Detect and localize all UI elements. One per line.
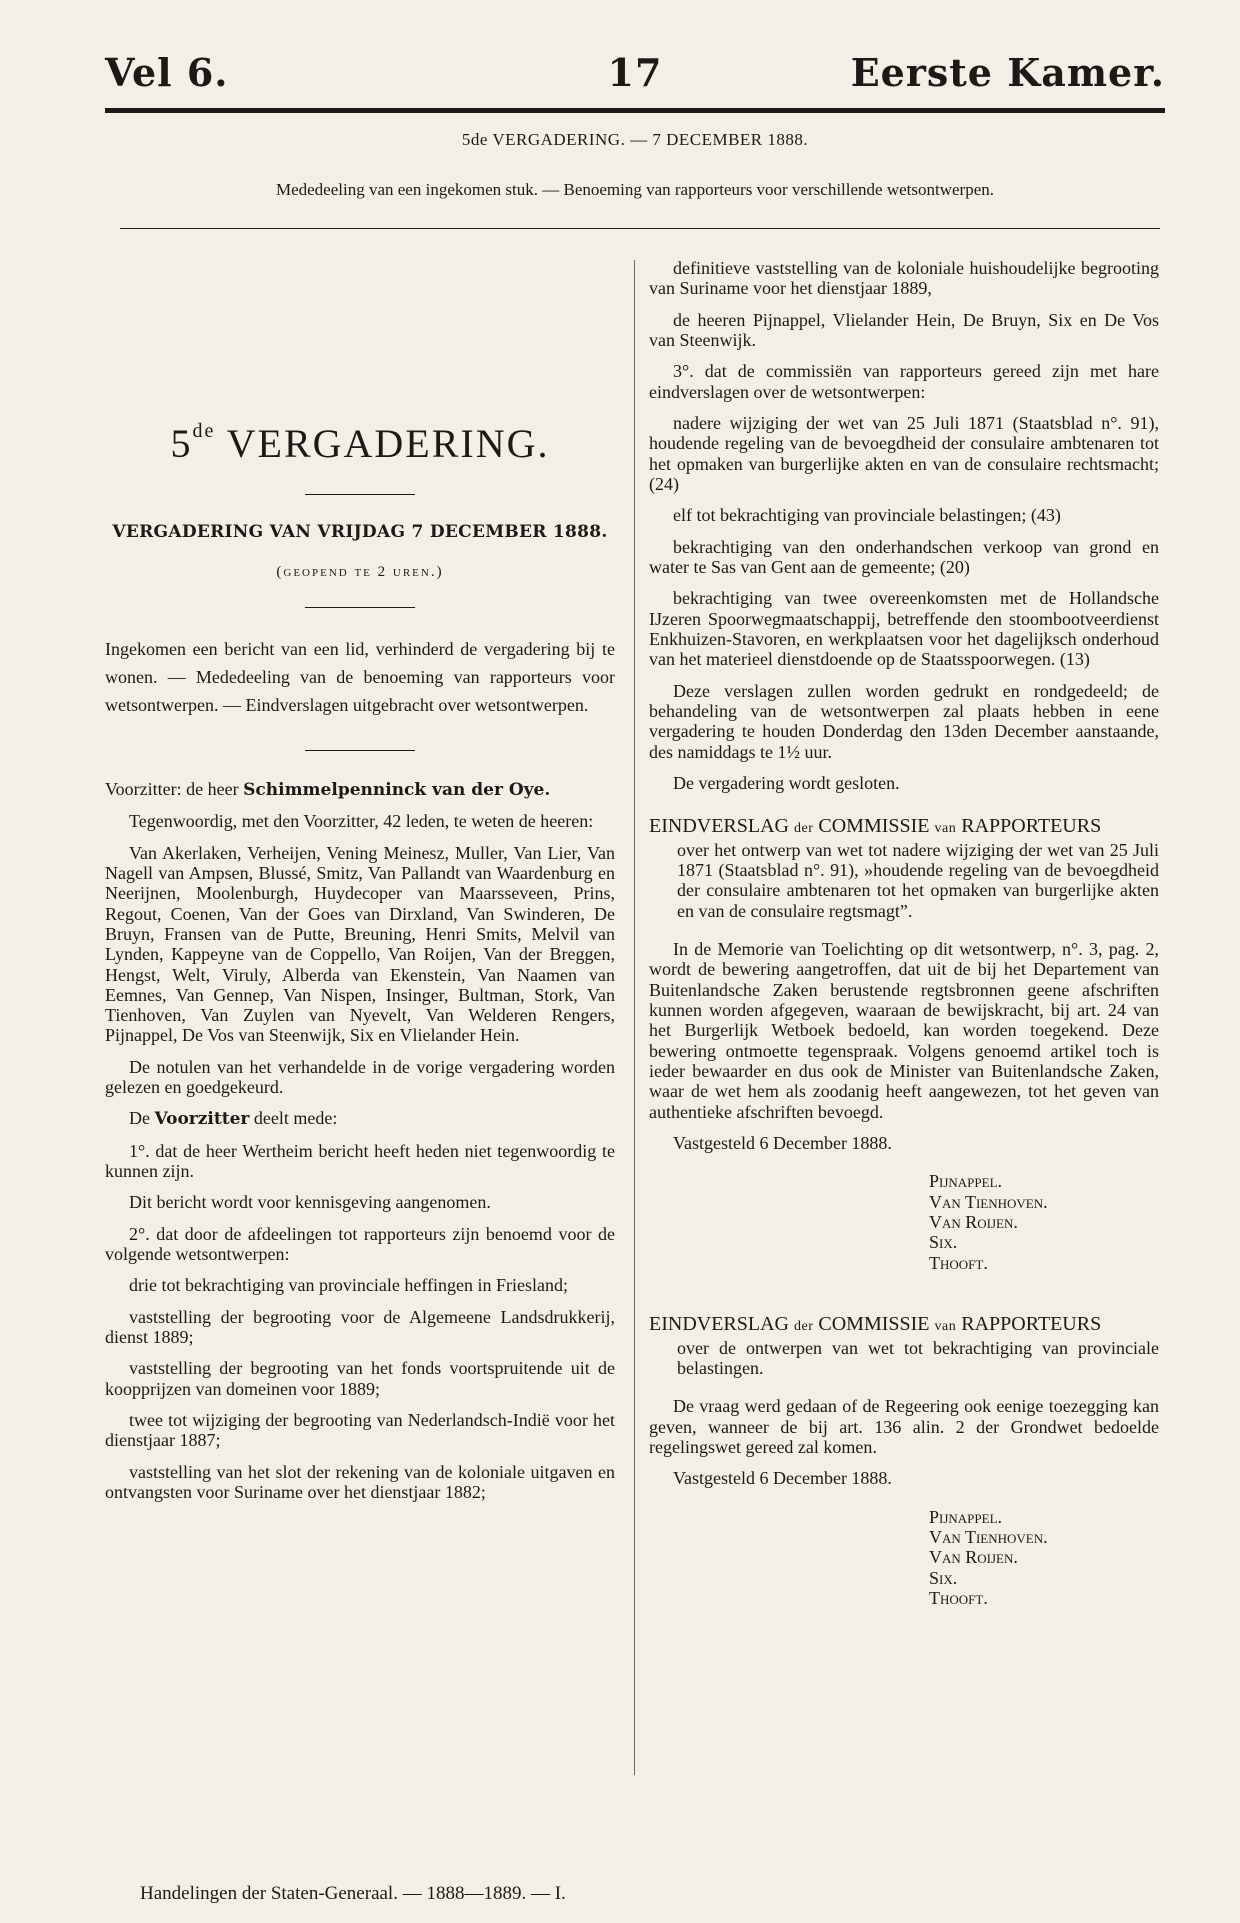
report-2-heading — [649, 1313, 1159, 1336]
page-number: 17 — [607, 50, 663, 95]
report-heading-word: COMMISSIE — [818, 1313, 930, 1336]
report-heading-word: EINDVERSLAG — [649, 815, 789, 838]
session-title-sup: de — [192, 420, 216, 442]
report-heading-word: van — [934, 1319, 957, 1335]
report-bill: bekrachtiging van den onderhandschen verkoop van grond en water te Sas van Gent aan de gemeente; (20) — [649, 536, 1159, 577]
report-heading-word: van — [934, 821, 957, 837]
bill-item: vaststelling der begrooting van het fonds voortspruitende uit de koopprijzen van domeinen voor 1889; — [105, 1358, 615, 1399]
rapporteur-names: de heeren Pijnappel, Vlielander Hein, De Bruyn, Six en De Vos van Steenwijk. — [649, 309, 1159, 350]
report-heading-word: EINDVERSLAG — [649, 1313, 789, 1336]
signatory: Van Roijen. — [929, 1547, 1018, 1568]
present-line: Tegenwoordig, met den Voorzitter, 42 leden, te weten de heeren: — [129, 811, 594, 832]
signatory: Six. — [929, 1232, 958, 1253]
chair-announces-name: Voorzitter — [154, 1109, 250, 1130]
signatory: Thooft. — [929, 1252, 988, 1273]
members-list: Van Akerlaken, Verheijen, Vening Meinesz, Muller, Van Lier, Van Nagell van Ampsen, Blussé, Smitz, Van Pallandt van Waardenburg en Neerijnen, Moolenburgh, Huydecoper van Maarsseveen, Prins, Regout, Coenen, Van der Goes van Dirxland, Van Swinderen, De Bruyn, Fransen van de Putte, Breuning, Henri Smits, Melvil van Lynden, Kappeyne van de Coppello, Van Roijen, Van der Breggen, Hengst, Welt, Viruly, Alberda van Ekenstein, Van Naamen van Eemnes, Van Gennep, Van Nispen, Insinger, Bultman, Stork, Van Tienhoven, Van Zuylen van Nyevelt, Van Welderen Rengers, Pijnappel, De Vos van Steenwijk, Six en Vlielander Hein. — [105, 842, 615, 1046]
item-1-note: Dit bericht wordt voor kennisgeving aangenomen. — [129, 1192, 491, 1213]
signatory: Six. — [929, 1567, 958, 1588]
report-2-date: Vastgesteld 6 December 1888. — [673, 1468, 892, 1489]
chair-prefix: Voorzitter: de heer — [105, 779, 239, 799]
report-2-body: De vraag werd gedaan of de Regeering ook eenige toezegging kan geven, wanneer de bij art. 136 alin. 2 der Grondwet bedoelde regelingswet gereed zal komen. — [649, 1396, 1159, 1457]
chair-announces — [105, 1108, 615, 1129]
report-1-body: In de Memorie van Toelichting op dit wetsontwerp, n°. 3, pag. 2, wordt de bewering aangetroffen, dat uit de bij het Departement van Buitenlandsche Zaken berustende regtsbronnen geene afschriften kunnen worden afgegeven, waaraan de bewijskracht, bij art. 24 van het Burgerlijk Wetboek bedoeld, kan worden toegekend. Deze bewering ontmoette tegenspraak. Volgens genoemd artikel toch is ieder bewaarder en dus ook de Minister van Buitenlandsche Zaken, waar de wet hem als zoodanig heeft aangewezen, tot het geven van authentieke afschriften bevoegd. — [649, 939, 1159, 1122]
session-summary: Ingekomen een bericht van een lid, verhinderd de vergadering bij te wonen. — Mededeeling van de benoeming van rapporteurs voor wetsontwerpen. — Eindverslagen uitgebracht over wetsontwerpen. — [105, 639, 615, 716]
signatures-1 — [929, 1171, 1159, 1273]
opened-rule — [305, 607, 415, 608]
column-divider — [634, 260, 635, 1775]
report-heading-word: RAPPORTEURS — [961, 815, 1102, 838]
report-2-subject: over de ontwerpen van wet tot bekrachtiging van provinciale belastingen. — [677, 1337, 1159, 1378]
bill-continuation: definitieve vaststelling van de koloniale huishoudelijke begrooting van Suriname voor het dienstjaar 1889, — [649, 258, 1159, 299]
signatory: Van Tienhoven. — [929, 1191, 1048, 1212]
report-heading-word: der — [794, 1319, 814, 1335]
closing-line: De vergadering wordt gesloten. — [673, 772, 900, 793]
left-column — [105, 400, 615, 1513]
title-rule — [305, 494, 415, 495]
signatory: Pijnappel. — [929, 1506, 1003, 1527]
item-1: 1°. dat de heer Wertheim bericht heeft heden niet tegenwoordig te kunnen zijn. — [105, 1140, 615, 1181]
subheader-rule — [120, 228, 1160, 229]
session-title-word: VERGADERING. — [226, 421, 550, 466]
signatures-2 — [929, 1507, 1159, 1609]
chair-announces-suffix: deelt mede: — [253, 1108, 338, 1129]
session-date: VERGADERING VAN VRIJDAG 7 DECEMBER 1888. — [112, 522, 608, 543]
header-rule — [105, 108, 1165, 113]
print-notice: Deze verslagen zullen worden gedrukt en rondgedeeld; de behandeling van de wetsontwerpen zal plaats hebben in eene vergadering te houden Donderdag den 13den December aanstaande, des namiddags te 1½ uur. — [649, 680, 1159, 762]
report-heading-word: RAPPORTEURS — [961, 1313, 1102, 1336]
bill-item: vaststelling der begrooting voor de Algemeene Landsdrukkerij, dienst 1889; — [105, 1306, 615, 1347]
volume-label: Vel 6. — [105, 50, 229, 95]
chair-announces-prefix: De — [129, 1108, 150, 1129]
session-title — [105, 420, 615, 466]
item-3: 3°. dat de commissiën van rapporteurs gereed zijn met hare eindverslagen over de wetsontwerpen: — [649, 361, 1159, 402]
signatory: Van Tienhoven. — [929, 1526, 1048, 1547]
chair-name: Schimmelpenninck van der Oye. — [243, 780, 551, 800]
report-heading-word: COMMISSIE — [818, 815, 930, 838]
report-1-date: Vastgesteld 6 December 1888. — [673, 1133, 892, 1154]
running-header — [105, 52, 1165, 102]
opened-time: (geopend te 2 uren.) — [276, 564, 444, 581]
topics-line: Mededeeling van een ingekomen stuk. — Benoeming van rapporteurs voor verschillende wetsontwerpen. — [275, 180, 995, 199]
signatory: Thooft. — [929, 1587, 988, 1608]
chamber-label: Eerste Kamer. — [850, 50, 1165, 95]
page-footer: Handelingen der Staten-Generaal. — 1888—1889. — I. — [140, 1883, 566, 1904]
meeting-line: 5de VERGADERING. — 7 DECEMBER 1888. — [461, 130, 809, 149]
bill-item: vaststelling van het slot der rekening van de koloniale uitgaven en ontvangsten voor Suriname over het dienstjaar 1882; — [105, 1461, 615, 1502]
summary-rule — [305, 750, 415, 751]
report-1-heading — [649, 815, 1159, 838]
report-1-subject: over het ontwerp van wet tot nadere wijziging der wet van 25 Juli 1871 (Staatsblad n°. 91), »houdende regeling van de bevoegdheid der consulaire ambtenaren tot het opmaken van burgerlijke akten en van de consulaire regtsmagt”. — [677, 839, 1159, 921]
report-bill: bekrachtiging van twee overeenkomsten met de Hollandsche IJzeren Spoorwegmaatschappij, betreffende den stoombootveerdienst Enkhuizen-Stavoren, en werkplaatsen voor het dagelijksch onderhoud van het materieel dienstdoende op de Staatsspoorwegen. (13) — [649, 588, 1159, 670]
item-2: 2°. dat door de afdeelingen tot rapporteurs zijn benoemd voor de volgende wetsontwerpen: — [105, 1223, 615, 1264]
right-column — [649, 258, 1159, 1648]
signatory: Pijnappel. — [929, 1171, 1003, 1192]
minutes-paragraph: De notulen van het verhandelde in de vorige vergadering worden gelezen en goedgekeurd. — [105, 1056, 615, 1098]
report-bill: elf tot bekrachtiging van provinciale belastingen; (43) — [673, 505, 1061, 526]
signatory: Van Roijen. — [929, 1212, 1018, 1233]
report-heading-word: der — [794, 821, 814, 837]
bill-item: drie tot bekrachtiging van provinciale heffingen in Friesland; — [129, 1275, 569, 1296]
session-title-number: 5 — [170, 421, 193, 466]
bill-item: twee tot wijziging der begrooting van Nederlandsch-Indië voor het dienstjaar 1887; — [105, 1409, 615, 1451]
chair-line — [105, 779, 615, 800]
report-bill: nadere wijziging der wet van 25 Juli 1871 (Staatsblad n°. 91), houdende regeling van de bevoegdheid der consulaire ambtenaren tot het opmaken van burgerlijke akten en van de consulaire rechtsmacht; (24) — [649, 412, 1159, 494]
